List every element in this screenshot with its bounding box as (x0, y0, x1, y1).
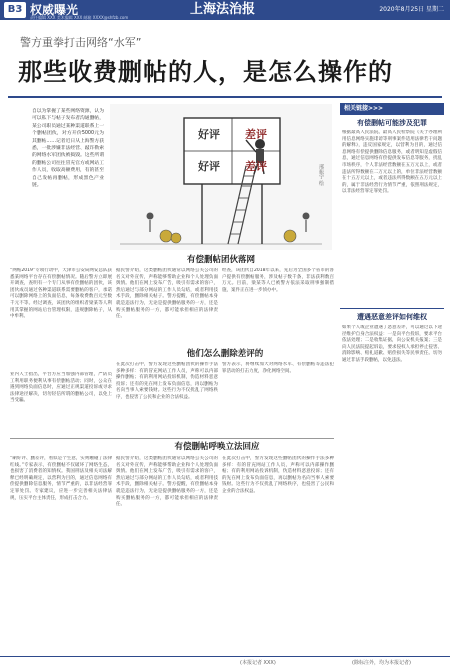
sign-negative-1: 差评 (245, 128, 267, 141)
article-headline: 那些收费删帖的人，是怎么操作的 (18, 58, 393, 86)
sidebar-divider (340, 308, 444, 309)
subheading-gang-arrested: 有偿删帖团伙落网 (186, 255, 255, 265)
sidebar-sub-rights: 遭遇恶意差评如何维权 (357, 313, 427, 321)
lead-summary: 自以为掌握了某些网络资源，认为可以私下与帖子发布者沟通删帖，某公司职员通过某种渠道联系上一个删帖团伙，对方开价5000元为其删帖……记者近日从上海警方获悉，一批涉嫌非法经营、敲诈勒索的网络水军团伙被捣毁。这些所谓的删帖公司往往冒充官方或网站工作人员，收取高额费用，有的甚至自己发帖再删帖，形成黑色产业链。 (32, 109, 104, 189)
section-header-band (0, 0, 450, 20)
subheading-legislation: 有偿删帖呼唤立法回应 (174, 442, 260, 452)
sidebar-title: 相关链接>>> (340, 103, 444, 115)
headline-rule (8, 96, 442, 98)
body-column-9: 在此次打击中，警方发现这些删帖团伙的操作手法多种多样：有的冒充网站工作人员，声称可以内部操作删帖；有的利用网站投诉机制，伪造材料恶意投诉；还有的先在网上发布负面信息，再以删帖为名向当事人索要钱财。这些行为不仅扰乱了网络秩序，也侵害了公民和企业的合法权益。 (222, 456, 334, 494)
section-title: 权威曝光 (30, 3, 79, 17)
body-column-2: 据民警介绍，这类删帖团伙通常以网络公关公司的名义对外宣传，声称能够帮助企业和个人处理负面舆情。他们在网上发布广告，吸引有需求的客户，然后通过与部分网站的工作人员勾结，或者利用技术手段，删除相关帖子。警方提醒，有偿删帖本身就是违法行为，无论是提供删帖服务的一方，还是购买删帖服务的一方，都可能承担相应的法律责任。 (116, 268, 218, 320)
body-column-3: 经查，该团伙自2018年以来，先后为全国多个省市的客户提供有偿删帖服务，涉及帖子数千条，非法获利数百万元。目前，梁某等人已被警方依法采取刑事强制措施，案件正在进一步侦办中。 (222, 268, 334, 293)
footer-right: (除标注外，均为本报记者) (352, 660, 411, 666)
body-column-7: “刷好评、删差评，看似是个生意，实则触碰了法律红线。”专家表示，有偿删帖不仅破坏了网络生态，也损害了消费者的知情权。我国刑法及相关司法解释已经明确规定，以营利为目的，通过信息网络有偿提供删除信息服务，情节严重的，以非法经营罪定罪处罚。专家建议，应进一步完善相关法律法规，压实平台主体责任，形成打击合力。 (10, 456, 112, 501)
section-badge: B3 (4, 2, 26, 18)
footer-left: (本报记者 XXX) (240, 660, 276, 666)
newspaper-masthead: 上海法治报 (190, 2, 256, 17)
sign-negative-2: 差评 (245, 160, 267, 173)
body-column-6: 业内人士指出，平台方应当加强内部管理，严防员工利用职务便利从事有偿删帖活动；同时，公众在遇到网络负面信息时，应通过正规渠道投诉或寻求法律途径解决，切勿轻信所谓的删帖公司，以免上当受骗。 (10, 372, 112, 404)
body-column-5: 警方表示，将继续加大对网络水军、有偿删帖等违法犯罪活动的打击力度，净化网络空间。 (222, 362, 334, 374)
editor-meta: 责任编辑 XXX 美术编辑 XXX 邮箱 XXXX@shfzb.com (30, 15, 129, 20)
subheading-how-deleted: 他们怎么删除差评的 (186, 349, 264, 359)
illustration-credit: 邢振宇 绘 (318, 164, 324, 186)
sidebar-text-crime: 根据最高人民法院、最高人民检察院《关于办理利用信息网络实施诽谤等刑事案件适用法律若干问题的解释》，违反国家规定，以营利为目的，通过信息网络有偿提供删除信息服务，或者明知是虚假信息，通过信息网络有偿提供发布信息等服务，扰乱市场秩序，个人非法经营数额在五万元以上，或者违法所得数额在二万元以上的，单位非法经营数额在十五万元以上，或者违法所得数额在五万元以上的，属于非法经营行为情节严重，依照刑法规定，以非法经营罪定罪处罚。 (342, 130, 442, 195)
body-column-8: 据民警介绍，这类删帖团伙通常以网络公关公司的名义对外宣传，声称能够帮助企业和个人处理负面舆情。他们在网上发布广告，吸引有需求的客户，然后通过与部分网站的工作人员勾结，或者利用技术手段，删除相关帖子。警方提醒，有偿删帖本身就是违法行为，无论是提供删帖服务的一方，还是购买删帖服务的一方，都可能承担相应的法律责任。 (116, 456, 218, 508)
issue-date: 2020年8月25日 星期二 (379, 6, 444, 13)
sidebar-sub-crime: 有偿删帖可能涉及犯罪 (357, 119, 427, 127)
body-column-4: 在此次打击中，警方发现这些删帖团伙的操作手法多种多样：有的冒充网站工作人员，声称可以内部操作删帖；有的利用网站投诉机制，伪造材料恶意投诉；还有的先在网上发布负面信息，再以删帖为名向当事人索要钱财。这些行为不仅扰乱了网络秩序，也侵害了公民和企业的合法权益。 (116, 362, 218, 400)
sign-positive-1: 好评 (198, 128, 220, 141)
body-column-1: “网帖2019”专项行动中，天津市公安局网安总队获悉某网络平台存在有偿删帖情况。随后警方立即展开调查，查明有一个专门从事有偿删帖的团伙，该团伙成员通过各种渠道联系需要删帖的客户，承诺可以删除网络上的负面信息，每条收费数百元至数千元不等。经过调查，该团伙的组织者梁某等人利用其掌握的网站后台管理权限，违规删除帖子，从中牟利。 (10, 268, 112, 320)
article-kicker: 警方重拳打击网络“水军” (20, 36, 142, 49)
section-divider (10, 438, 334, 439)
sidebar-text-rights: 如果个人或企业遭遇了恶意差评，可以通过以下途径维护自身合法权益：一是向平台投诉，要求平台依法处理；二是收集证据，向公安机关报案；三是向人民法院提起诉讼，要求侵权人承担停止侵害、消除影响、赔礼道歉、赔偿损失等民事责任。切勿通过非法手段删帖，以免违法。 (342, 325, 442, 363)
sign-positive-2: 好评 (198, 160, 220, 173)
page-footer (0, 656, 450, 668)
illustration (110, 104, 332, 250)
